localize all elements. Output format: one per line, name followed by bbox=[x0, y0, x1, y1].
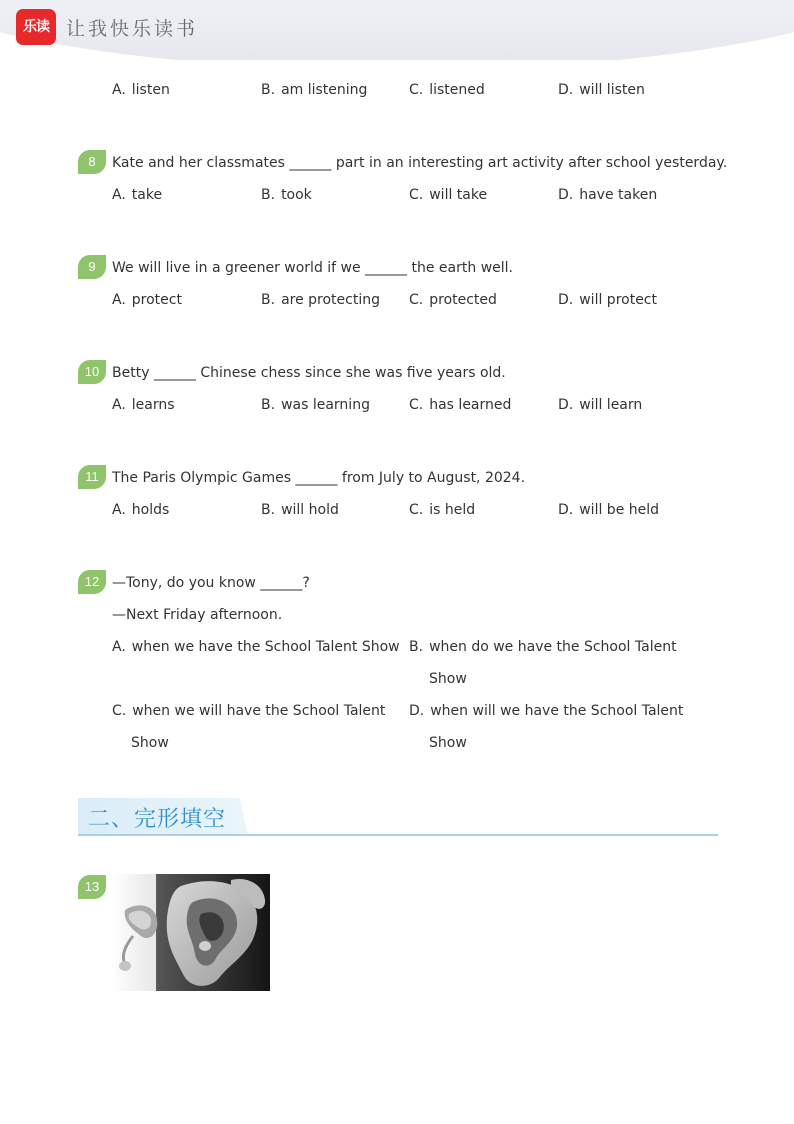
question-number-badge: 12 bbox=[78, 570, 106, 594]
option-c[interactable]: C. protected bbox=[409, 292, 497, 308]
question-stem: The Paris Olympic Games ______ from July to August, 2024. bbox=[112, 470, 526, 486]
option-d[interactable]: D. will listen bbox=[558, 82, 645, 98]
option-a[interactable]: A. protect bbox=[112, 292, 182, 308]
option-a[interactable]: A. holds bbox=[112, 502, 170, 518]
option-a[interactable]: A. learns bbox=[112, 397, 175, 413]
header-slogan: 让我快乐读书 bbox=[66, 18, 199, 40]
question-number-badge: 8 bbox=[78, 150, 106, 174]
option-d[interactable]: D. will be held bbox=[558, 502, 660, 518]
page-header bbox=[0, 0, 794, 60]
question-stem: —Tony, do you know ______? bbox=[112, 575, 310, 591]
option-b[interactable]: B. will hold bbox=[261, 502, 339, 518]
option-b[interactable]: B. are protecting bbox=[261, 292, 380, 308]
option-c-continuation[interactable]: Show bbox=[131, 735, 169, 751]
option-c[interactable]: C. will take bbox=[409, 187, 488, 203]
question-number-badge: 11 bbox=[78, 465, 106, 489]
option-c[interactable]: C. when we will have the School Talent bbox=[112, 703, 386, 719]
option-d[interactable]: D. have taken bbox=[558, 187, 658, 203]
option-c[interactable]: C. has learned bbox=[409, 397, 512, 413]
option-a[interactable]: A. listen bbox=[112, 82, 170, 98]
section-title: 二、完形填空 bbox=[88, 807, 227, 832]
option-d[interactable]: D. will learn bbox=[558, 397, 643, 413]
question-stem: Kate and her classmates ______ part in an interesting art activity after school yesterday. bbox=[112, 155, 728, 171]
option-c[interactable]: C. listened bbox=[409, 82, 485, 98]
question-stem: Betty ______ Chinese chess since she was five years old. bbox=[112, 365, 506, 381]
option-b-continuation[interactable]: Show bbox=[429, 671, 467, 687]
option-d[interactable]: D. when will we have the School Talent bbox=[409, 703, 684, 719]
question-stem-reply: —Next Friday afternoon. bbox=[112, 607, 283, 623]
question-number-badge: 9 bbox=[78, 255, 106, 279]
option-b[interactable]: B. when do we have the School Talent bbox=[409, 639, 677, 655]
option-a[interactable]: A. take bbox=[112, 187, 163, 203]
section-divider bbox=[78, 834, 718, 836]
option-b[interactable]: B. am listening bbox=[261, 82, 368, 98]
option-a[interactable]: A. when we have the School Talent Show bbox=[112, 639, 400, 655]
app-logo: 乐读 bbox=[16, 9, 56, 45]
question-number-badge: 10 bbox=[78, 360, 106, 384]
section-heading bbox=[78, 798, 718, 836]
option-c[interactable]: C. is held bbox=[409, 502, 476, 518]
option-d-continuation[interactable]: Show bbox=[429, 735, 467, 751]
question-number-badge: 13 bbox=[78, 875, 106, 899]
option-d[interactable]: D. will protect bbox=[558, 292, 657, 308]
hearing-aid-photo bbox=[111, 874, 270, 991]
option-b[interactable]: B. was learning bbox=[261, 397, 370, 413]
option-b[interactable]: B. took bbox=[261, 187, 312, 203]
question-stem: We will live in a greener world if we ______ the earth well. bbox=[112, 260, 513, 276]
